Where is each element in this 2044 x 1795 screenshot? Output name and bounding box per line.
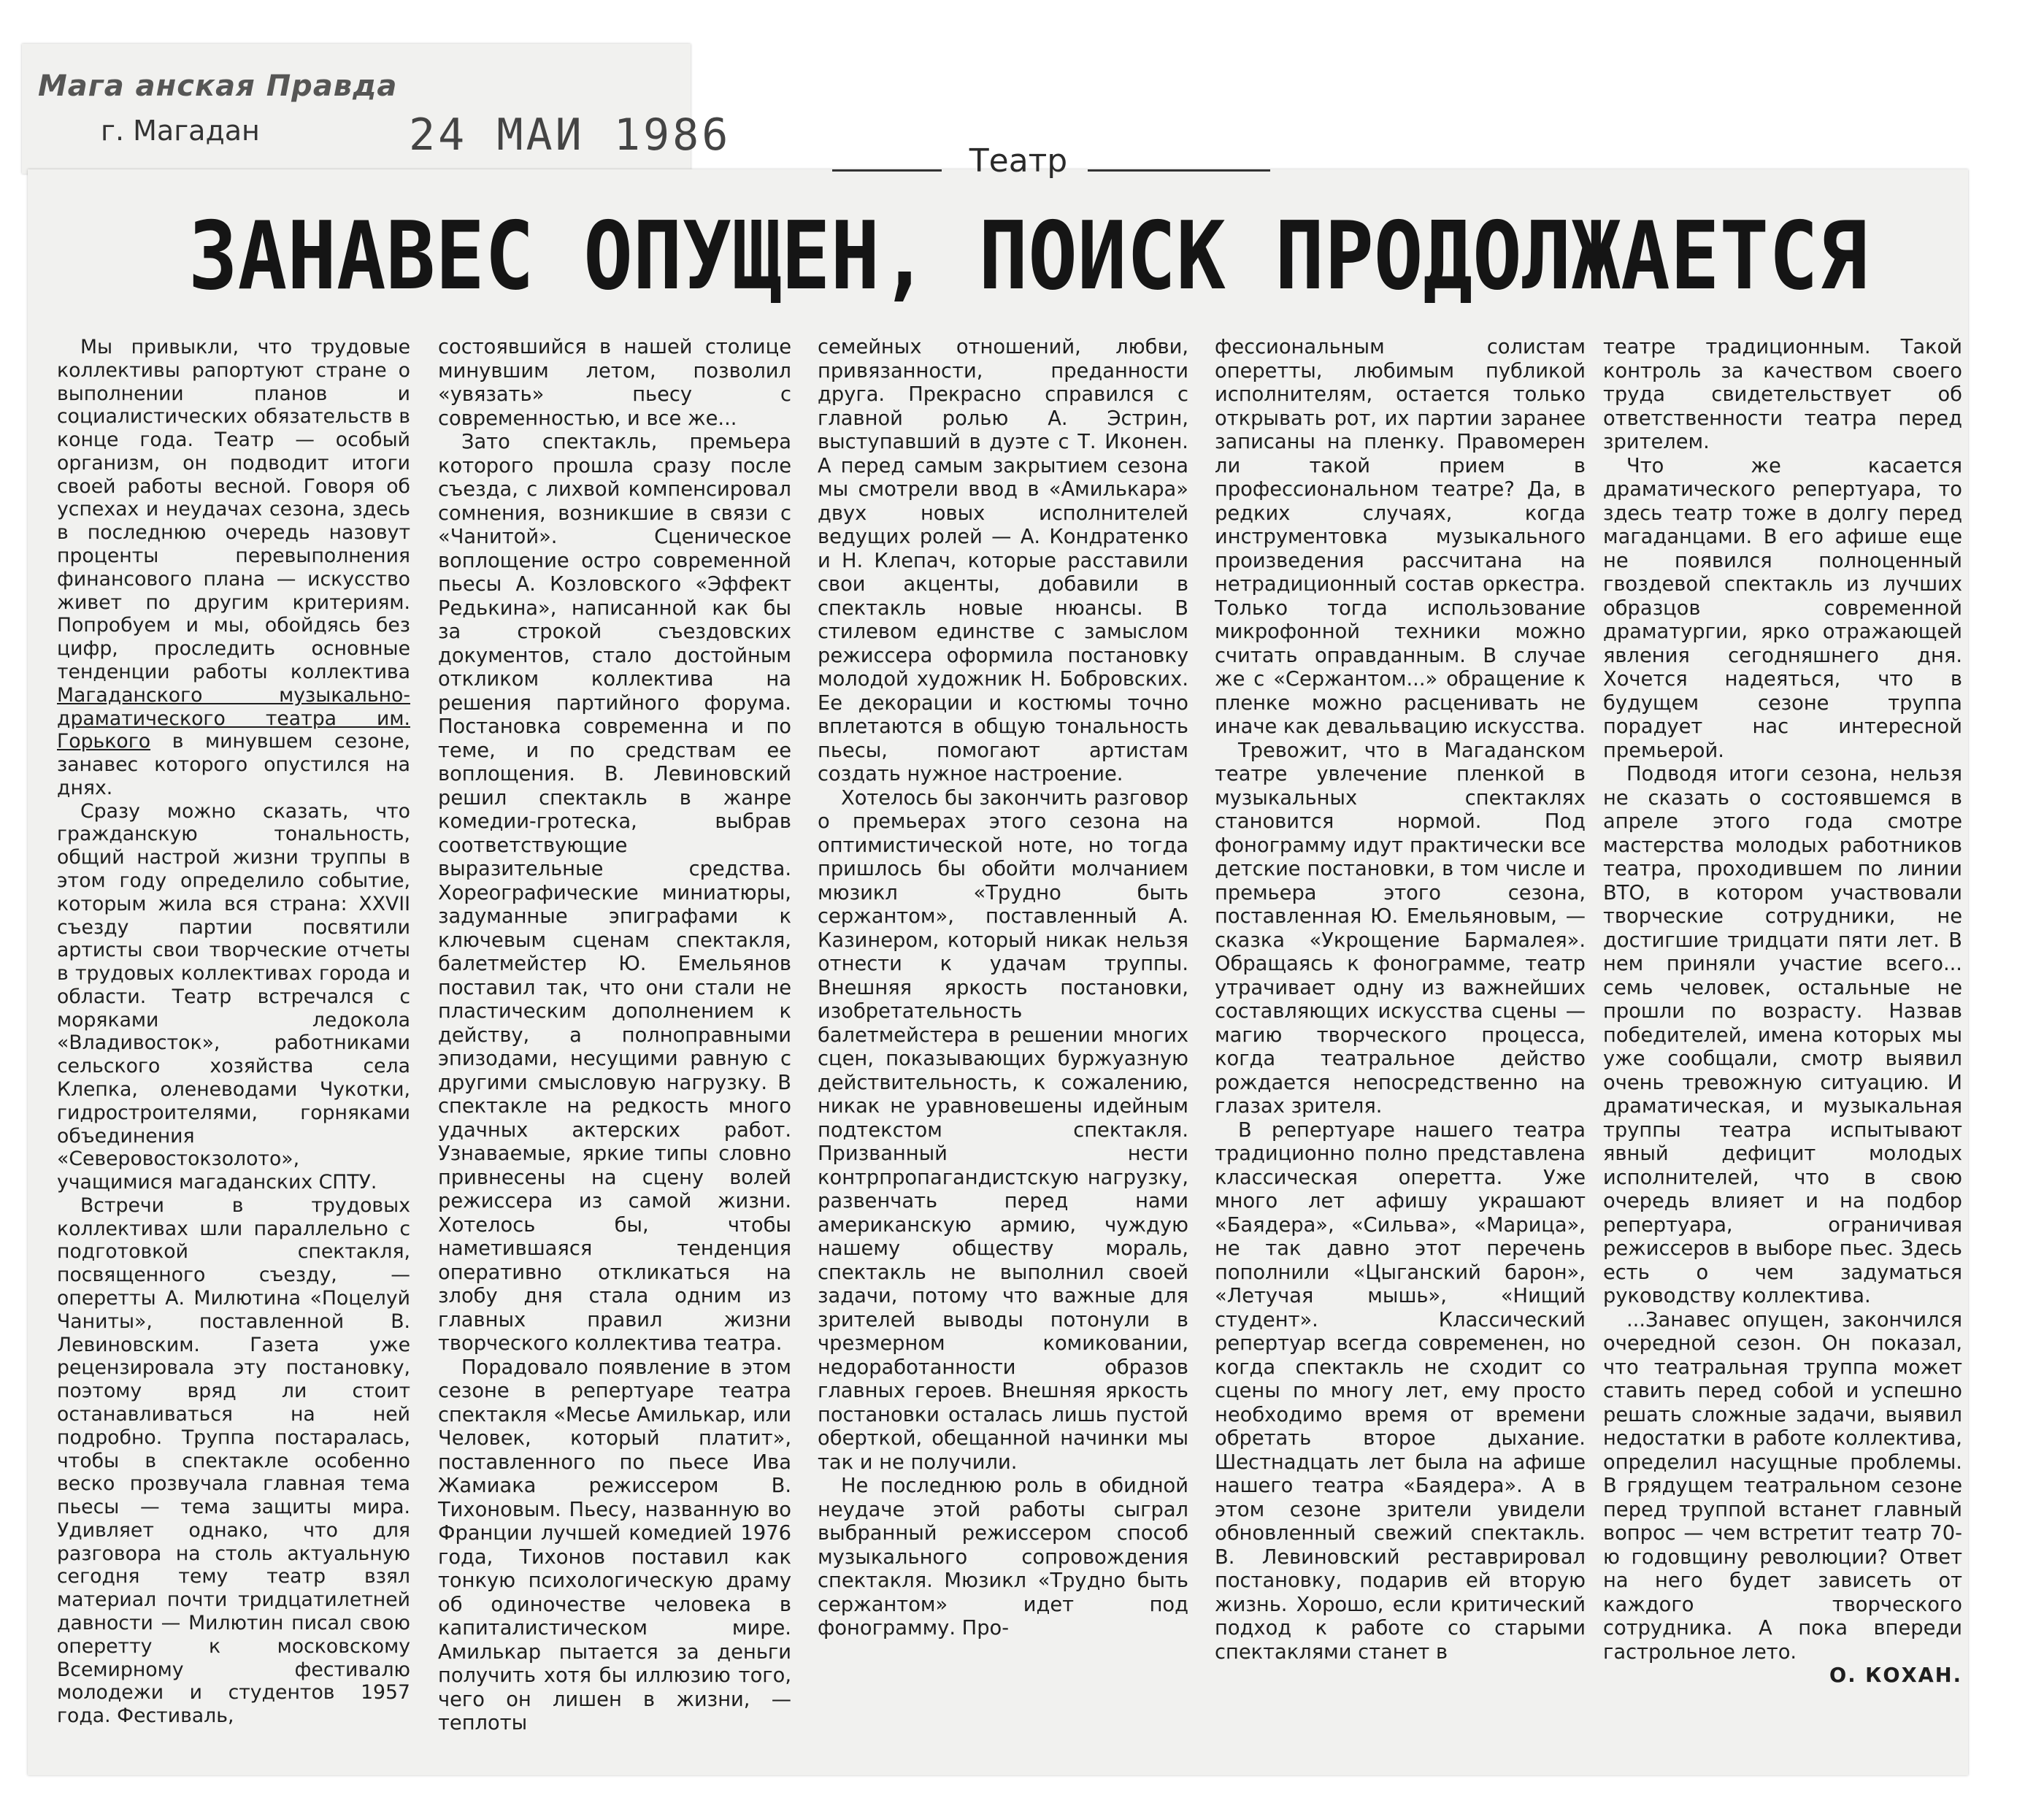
city-stamp: г. Магадан <box>101 115 260 147</box>
paragraph-text: Мы привыкли, что трудовые коллективы рапортуют стране о выполнении планов и социалистических обязательств в конце года. Театр — особый организм, он подводит итоги своей работы весной. Говоря об успехах и неудачах сезона, здесь в последнюю очередь назовут проценты перевыполнения финансового плана — искусство живет по другим критериям. Попробуем и мы, обойдясь без цифр, проследить основные тенденции работы коллектива <box>57 336 410 683</box>
section-rule-left <box>832 169 942 172</box>
article-column-4 <box>1215 336 1586 1664</box>
column-4-paragraph-2: Тревожит, что в Магаданском театре увлечение пленкой в музыкальных спектаклях становится нормой. Под фонограмму идут практически все детские постановки, в том числе и премьера этого сезона, поставленная Ю. Емельяновым, — сказка «Укрощение Бармалея». Обращаясь к фонограмме, театр утрачивает одну из важнейших составляющих искусства сцены — магию творческого процесса, когда театральное действо рождается непосредственно на глазах зрителя. <box>1215 739 1586 1118</box>
column-3-paragraph-3: Не последнюю роль в обидной неудаче этой работы сыграл выбранный режиссером способ музыкального сопровождения спектакля. Мюзикл «Трудно быть сержантом» идет под фонограмму. Про- <box>818 1475 1188 1640</box>
article-column-1 <box>57 336 410 1728</box>
column-2-paragraph-2: Зато спектакль, премьера которого прошла сразу после съезда, с лихвой компенсировал сомнения, возникшие в связи с «Чанитой». Сценическое воплощение остро современной пьесы А. Козловского «Эффект Редькина», написанной как бы за строкой съездовских документов, стало достойным откликом коллектива на решения партийного форума. Постановка современна и по теме, и по средствам ее воплощения. В. Левиновский решил спектакль в жанре комедии-гротеска, выбрав соответствующие выразительные средства. Хореографические миниатюры, задуманные эпиграфами к ключевым сценам спектакля, балетмейстер Ю. Емельянов поставил так, что они стали не пластическим дополнением к действу, а полноправными эпизодами, несущими равную с другими смысловую нагрузку. В спектакле на редкость много удачных актерских работ. Узнаваемые, яркие типы словно привнесены на сцену волей режиссера из самой жизни. Хотелось бы, чтобы наметившаяся тенденция оперативно откликаться на злобу дня стала одним из главных правил жизни творческого коллектива театра. <box>438 431 791 1355</box>
column-3-paragraph-1: семейных отношений, любви, привязанности, преданности друга. Прекрасно справился с главной ролью А. Эстрин, выступавший в дуэте с Т. Иконен. А перед самым закрытием сезона мы смотрели ввод в «Амилькара» двух новых исполнителей ведущих ролей — А. Кондратенко и Н. Клепач, которые расставили свои акценты, добавили в спектакль новые нюансы. В стилевом единстве с замыслом режиссера оформила постановку молодой художник Н. Бобровских. Ее декорации и костюмы точно вплетаются в общую тональность пьесы, помогают артистам создать нужное настроение. <box>818 336 1188 785</box>
column-5-paragraph-3: Подводя итоги сезона, нельзя не сказать о состоявшемся в апреле этого года смотре мастерства молодых работников театра, проходившем по линии ВТО, в котором участвовали творческие сотрудники, не достигшие тридцати пяти лет. В нем приняли участие всего... семь человек, остальные не прошли по возрасту. Назвав победителей, имена которых мы уже сообщали, смотр выявил очень тревожную ситуацию. И драматическая, и музыкальная труппы театра испытывают явный дефицит молодых исполнителей, что в свою очередь влияет и на подбор репертуара, ограничивая режиссеров в выборе пьес. Здесь есть о чем задуматься руководству коллектива. <box>1603 763 1962 1307</box>
paragraph-text: в минувшем сезоне, занавес которого опустился на днях. <box>57 730 411 799</box>
article-column-3 <box>818 336 1188 1641</box>
column-4-paragraph-1: фессиональным солистам оперетты, любимым публикой исполнителям, остается только открывать рот, их партии заранее записаны на пленку. Правомерен ли такой прием в профессиональном театре? Да, в редких случаях, когда инструментовка музыкального произведения рассчитана на нетрадиционный состав оркестра. Только тогда использование микрофонной техники можно считать оправданным. В случае же с «Сержантом...» обращение к пленке можно расценивать не иначе как девальвацию искусства. <box>1215 336 1586 738</box>
date-stamp: 24 МАИ 1986 <box>409 109 731 161</box>
column-5-paragraph-4: ...Занавес опущен, закончился очередной сезон. Он показал, что театральная труппа может ставить перед собой и успешно решать сложные задачи, выявил недостатки в работе коллектива, определил насущные проблемы. В грядущем театральном сезоне перед труппой встанет главный вопрос — чем встретит театр 70-ю годовщину революции? Ответ на него будет зависеть от каждого творческого сотрудника. А пока впереди гастрольное лето. <box>1603 1308 1962 1664</box>
column-3-paragraph-2: Хотелось бы закончить разговор о премьерах этого сезона на оптимистической ноте, но тогда пришлось бы обойти молчанием мюзикл «Трудно быть сержантом», поставленный А. Казинером, который никак нельзя отнести к удачам труппы. Внешняя яркость постановки, изобретательность балетмейстера в решении многих сцен, показывающих буржуазную действительность, к сожалению, никак не уравновешены идейным подтекстом спектакля. Призванный нести контрпропагандистскую нагрузку, развенчать перед нами американскую армию, чуждую нашему обществу мораль, спектакль не выполнил своей задачи, потому что важные для зрителей выводы потонули в чрезмерном комиковании, недоработанности образов главных героев. Внешняя яркость постановки осталась лишь пустой оберткой, обещанной начинки мы так и не получили. <box>818 786 1188 1474</box>
newspaper-name-stamp: Мага анская Правда <box>38 69 398 103</box>
section-heading: Театр <box>969 142 1068 180</box>
column-1-paragraph-2: Сразу можно сказать, что гражданскую тональность, общий настрой жизни труппы в этом году определило событие, которым жила вся страна: XXVII съезду партии посвятили артисты свои творческие отчеты в трудовых коллективах города и области. Театр встречался с моряками ледокола «Владивосток», работниками сельского хозяйства села Клепка, оленеводами Чукотки, гидростроителями, горняками объединения «Северовостокзолото», учащимися магаданских СПТУ. <box>57 799 410 1194</box>
column-2-paragraph-1: состоявшийся в нашей столице минувшим летом, позволил «увязать» пьесу с современностью, и все же... <box>438 336 791 430</box>
article-column-5 <box>1603 336 1962 1688</box>
column-2-paragraph-3: Порадовало появление в этом сезоне в репертуаре театра спектакля «Месье Амилькар, или Человек, который платит», поставленного по пьесе Ива Жамиака режиссером В. Тихоновым. Пьесу, названную во Франции лучшей комедией 1976 года, Тихонов поставил как тонкую психологическую драму об одиночестве человека в капиталистическом мире. Амилькар пытается за деньги получить хотя бы иллюзию того, чего он лишен в жизни, — теплоты <box>438 1356 791 1734</box>
article-column-2 <box>438 336 791 1736</box>
column-1-paragraph-3: Встречи в трудовых коллективах шли параллельно с подготовкой спектакля, посвященного съезду, — оперетты А. Милютина «Поцелуй Чаниты», поставленной В. Левиновским. Газета уже рецензировала эту постановку, поэтому вряд ли стоит останавливаться на ней подробно. Труппа постаралась, чтобы в спектакле особенно веско прозвучала главная тема пьесы — тема защиты мира. Удивляет однако, что для разговора на столь актуальную сегодня тему театр взял материал почти тридцатилетней давности — Милютин писал свою оперетту к московскому Всемирному фестивалю молодежи и студентов 1957 года. Фестиваль, <box>57 1194 410 1728</box>
column-5-paragraph-1: театре традиционным. Такой контроль за качеством своего труда свидетельствует об ответственности театра перед зрителем. <box>1603 336 1962 453</box>
article-headline: ЗАНАВЕС ОПУЩЕН, ПОИСК ПРОДОЛЖАЕТСЯ <box>188 202 1868 311</box>
author-signature: О. КОХАН. <box>1829 1664 1962 1687</box>
column-5-paragraph-2: Что же касается драматического репертуара, то здесь театр тоже в долгу перед магаданцами. В его афише еще не появился полноценный гвоздевой спектакль из лучших образцов современной драматургии, ярко отражающей явления сегодняшнего дня. Хочется надеяться, что в будущем сезоне труппа порадует нас интересной премьерой. <box>1603 454 1962 762</box>
column-4-paragraph-3: В репертуаре нашего театра традиционно полно представлена классическая оперетта. Уже много лет афишу украшают «Баядера», «Сильва», «Марица», не так давно этот перечень пополнили «Цыганский барон», «Летучая мышь», «Нищий студент». Классический репертуар всегда современен, но когда спектакль не сходит со сцены по многу лет, ему просто необходимо время от времени обретать второе дыхание. Шестнадцать лет была на афише нашего театра «Баядера». А в этом сезоне зрители увидели обновленный свежий спектакль. В. Левиновский реставрировал постановку, подарив ей вторую жизнь. Хорошо, если критический подход к работе со старыми спектаклями станет в <box>1215 1118 1586 1664</box>
underlined-theatre-name: Магаданского музыкально-драматического театра им. Горького <box>57 683 410 753</box>
column-1-paragraph-1 <box>57 336 410 800</box>
section-rule-right <box>1088 169 1270 172</box>
